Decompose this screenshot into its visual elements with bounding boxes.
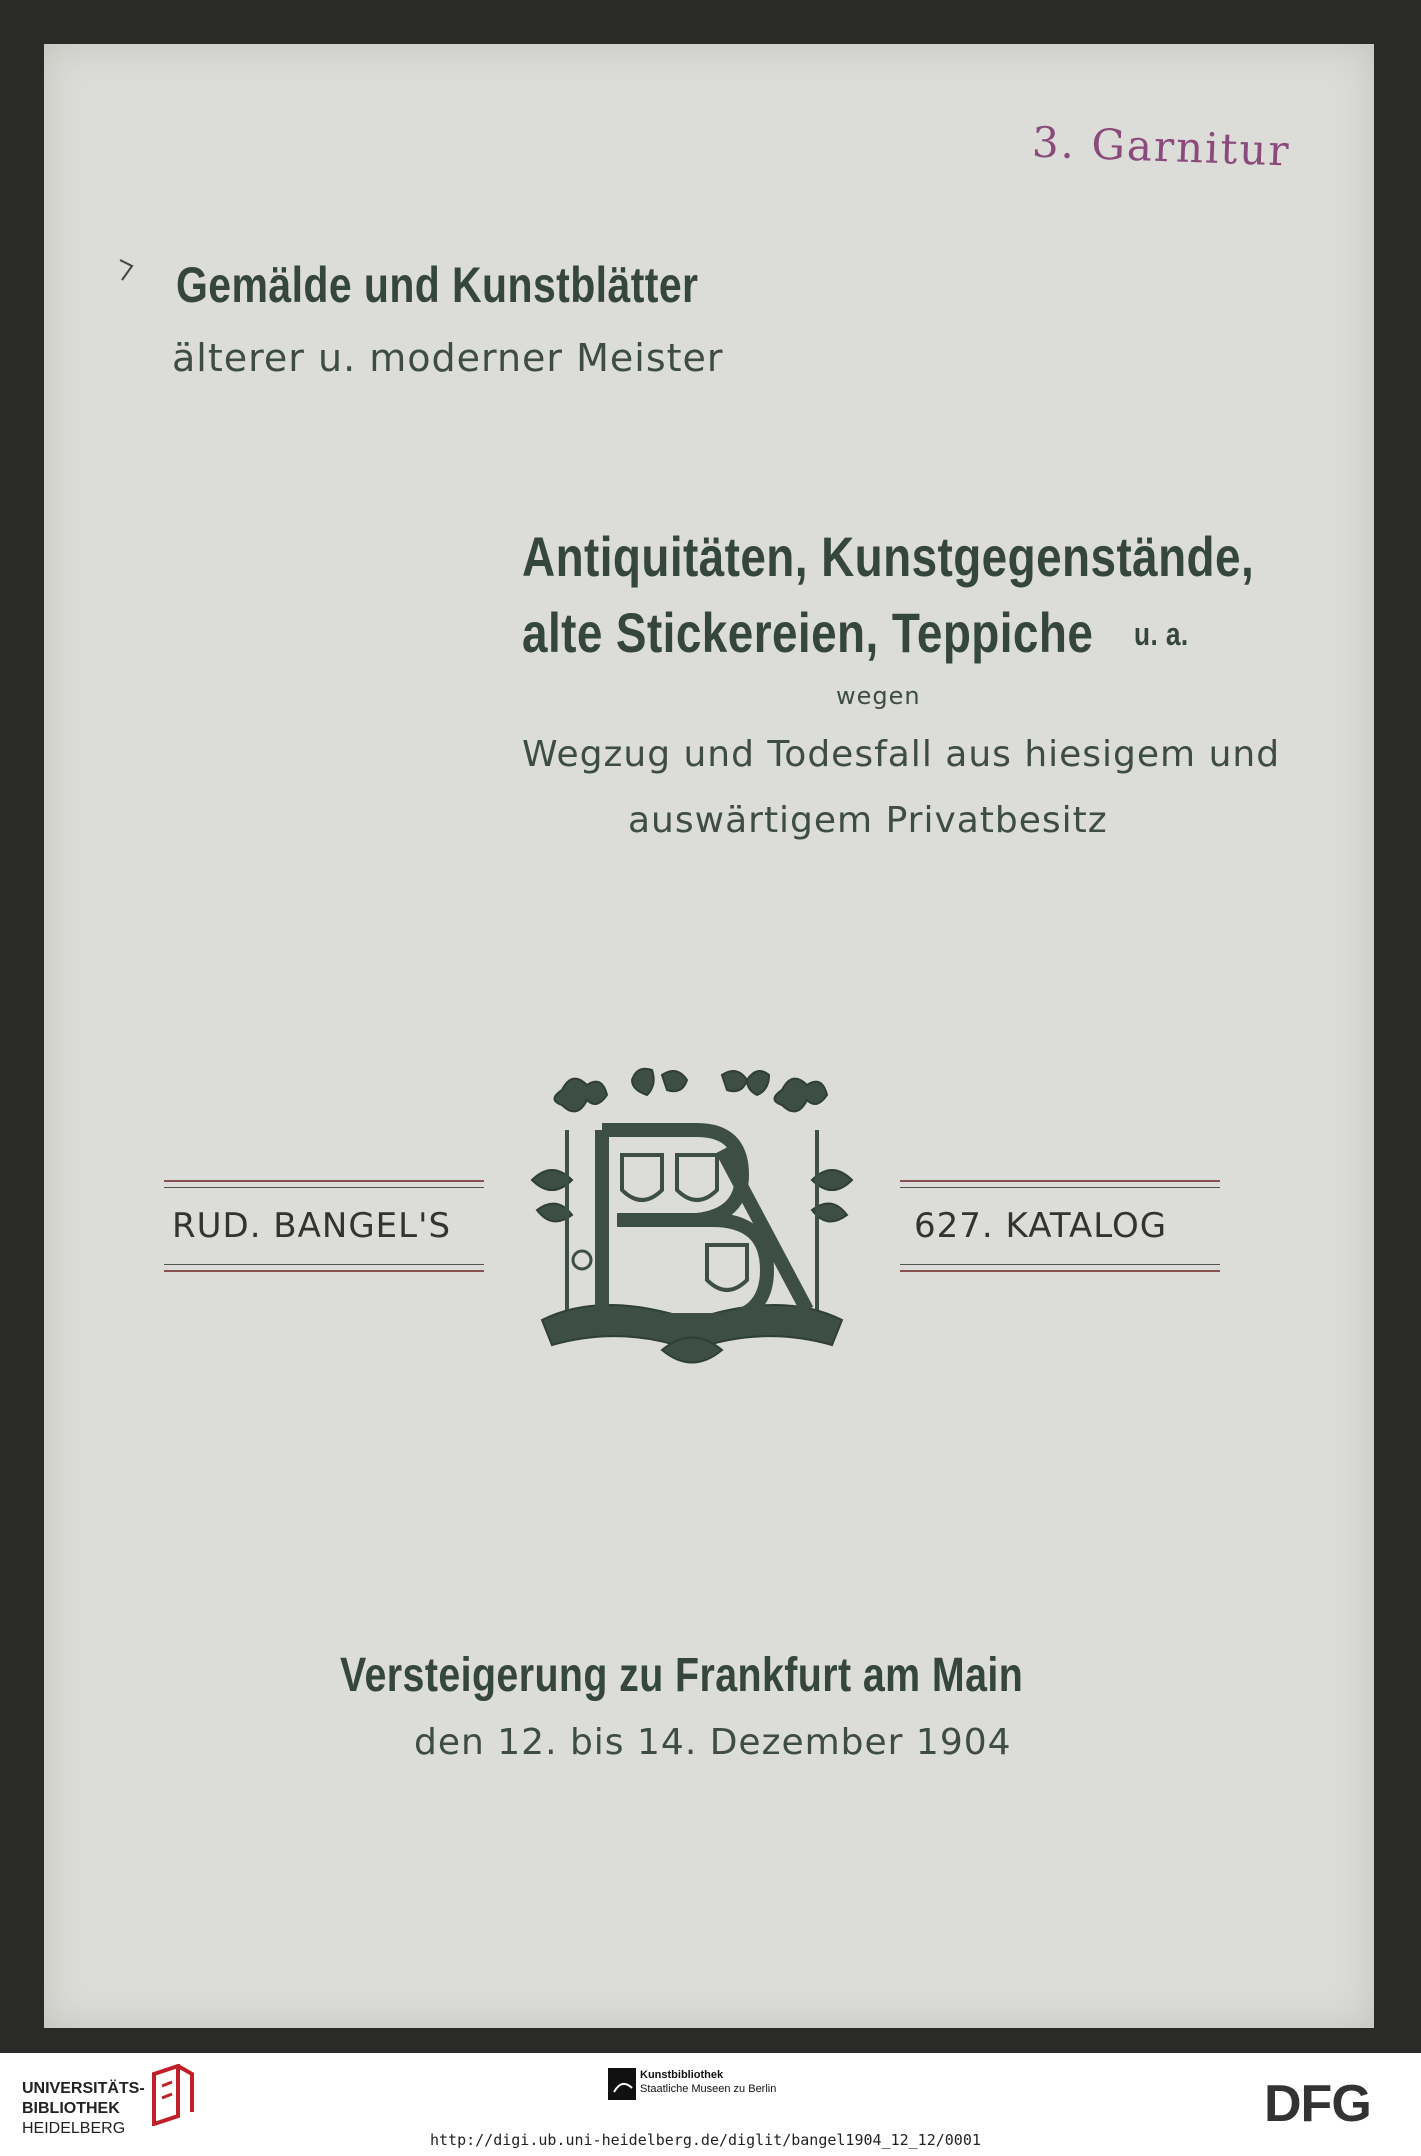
heading-ua: u. a. — [1134, 616, 1189, 652]
auction-date: den 12. bis 14. Dezember 1904 — [414, 1722, 1012, 1763]
wegzug-text: Wegzug und Todesfall aus hiesigem und — [522, 734, 1281, 775]
ub-heidelberg-logo-icon — [148, 2064, 196, 2126]
rule-left-top-thin — [164, 1187, 484, 1188]
heading-gemaelde: Gemälde und Kunstblätter — [176, 257, 699, 313]
rule-right-bottom — [900, 1270, 1220, 1272]
garnitur-stamp: 3. Garnitur — [1031, 117, 1292, 176]
rule-left-bottom — [164, 1270, 484, 1272]
rb-monogram-emblem-icon — [522, 1060, 862, 1400]
heading-stickereien: alte Stickereien, Teppiche — [522, 601, 1094, 664]
kb-line1: Kunstbibliothek — [640, 2069, 724, 2081]
dfg-logo: DFG — [1264, 2075, 1371, 2133]
heading-antiquitaeten: Antiquitäten, Kunstgegenstände, — [522, 525, 1255, 588]
wegen-text: wegen — [836, 682, 921, 710]
rule-right-top-thin — [900, 1187, 1220, 1188]
source-url[interactable]: http://digi.ub.uni-heidelberg.de/diglit/bangel1904_12_12/0001 — [430, 2131, 981, 2149]
catalog-cover-page — [44, 44, 1374, 2028]
rule-right-bottom-thin — [900, 1264, 1220, 1265]
ub-line2: BIBLIOTHEK — [22, 2100, 120, 2117]
pencil-mark-icon — [116, 254, 146, 284]
auction-title: Versteigerung zu Frankfurt am Main — [340, 1649, 1024, 1702]
rule-left-top — [164, 1180, 484, 1182]
kunstbibliothek-text — [640, 2068, 776, 2096]
catalog-right-label: 627. KATALOG — [914, 1206, 1168, 1246]
rule-right-top — [900, 1180, 1220, 1182]
kb-line2: Staatliche Museen zu Berlin — [640, 2083, 777, 2095]
kunstbibliothek-logo-icon — [608, 2068, 636, 2100]
privatbesitz-text: auswärtigem Privatbesitz — [628, 800, 1108, 841]
ub-line3: HEIDELBERG — [22, 2120, 126, 2137]
heading-meister: älterer u. moderner Meister — [172, 336, 724, 380]
ub-line1: UNIVERSITÄTS- — [22, 2080, 145, 2097]
catalog-left-label: RUD. BANGEL'S — [172, 1206, 452, 1246]
rule-left-bottom-thin — [164, 1264, 484, 1265]
